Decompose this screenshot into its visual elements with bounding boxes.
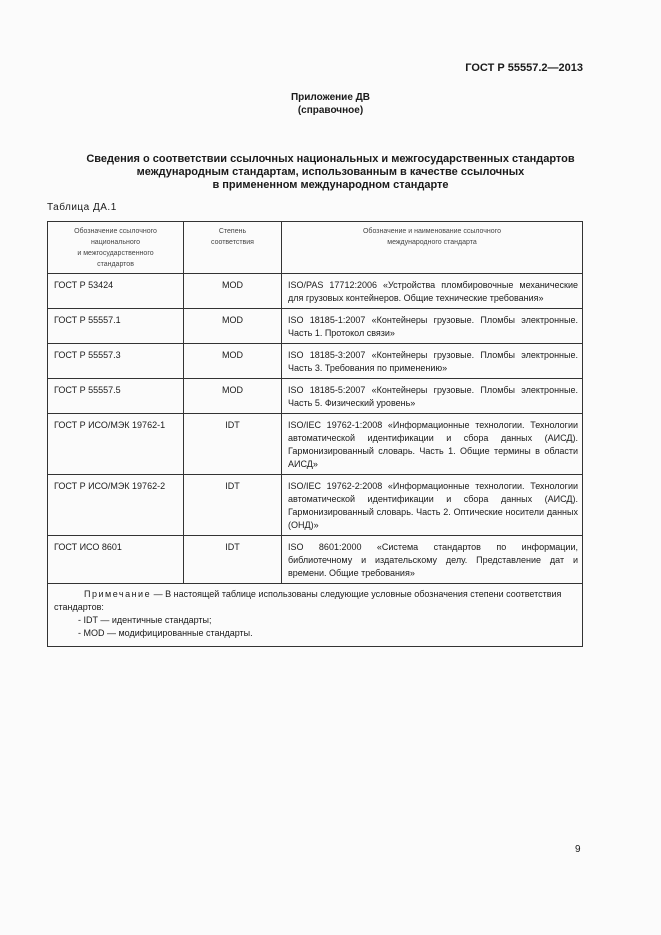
- column-header-degree: Степень соответствия: [184, 222, 282, 274]
- table-row: [48, 309, 583, 344]
- cell-reference: ISO 18185-1:2007 «Контейнеры грузовые. Пломбы электронные. Часть 1. Протокол связи»: [282, 309, 583, 344]
- note-body: — В настоящей таблице использованы следующие условные обозначения степени соответствия стандартов:: [54, 589, 562, 612]
- cell-degree: MOD: [184, 274, 282, 309]
- cell-degree: MOD: [184, 309, 282, 344]
- page-number: 9: [575, 844, 581, 855]
- cell-degree: IDT: [184, 475, 282, 536]
- table-note-row: [48, 584, 583, 647]
- cell-reference: ISO/IEC 19762-2:2008 «Информационные технологии. Технологии автоматической идентификации и сбора данных (АИСД). Гармонизированный словарь. Часть 2. Оптические носители данных (ОНД)»: [282, 475, 583, 536]
- cell-standard: ГОСТ Р 53424: [48, 274, 184, 309]
- cell-degree: MOD: [184, 344, 282, 379]
- cell-standard: ГОСТ Р 55557.3: [48, 344, 184, 379]
- table-row: [48, 274, 583, 309]
- cell-standard: ГОСТ ИСО 8601: [48, 536, 184, 584]
- cell-reference: ISO/IEC 19762-1:2008 «Информационные технологии. Технологии автоматической идентификации и сбора данных (АИСД). Гармонизированный словарь. Часть 1. Общие термины в области АИСД»: [282, 414, 583, 475]
- appendix-subtitle: (справочное): [297, 105, 364, 116]
- cell-reference: ISO/PAS 17712:2006 «Устройства пломбировочные механические для грузовых контейнеров. Общие технические требования»: [282, 274, 583, 309]
- note-label: Примечание: [84, 589, 152, 599]
- table-header-row: [48, 222, 583, 274]
- cell-standard: ГОСТ Р 55557.1: [48, 309, 184, 344]
- table-row: [48, 379, 583, 414]
- table-row: [48, 475, 583, 536]
- column-header-standard: Обозначение ссылочного национального и межгосударственного стандартов: [48, 222, 184, 274]
- cell-reference: ISO 18185-5:2007 «Контейнеры грузовые. Пломбы электронные. Часть 5. Физический уровень»: [282, 379, 583, 414]
- cell-standard: ГОСТ Р 55557.5: [48, 379, 184, 414]
- column-header-reference: Обозначение и наименование ссылочного международного стандарта: [282, 222, 583, 274]
- table-row: [48, 344, 583, 379]
- cell-degree: IDT: [184, 536, 282, 584]
- cell-reference: ISO 18185-3:2007 «Контейнеры грузовые. Пломбы электронные. Часть 3. Требования по применению»: [282, 344, 583, 379]
- table-row: [48, 536, 583, 584]
- heading-line: в примененном международном стандарте: [212, 179, 449, 191]
- document-id: ГОСТ Р 55557.2—2013: [465, 62, 583, 74]
- note-item: - MOD — модифицированные стандарты.: [78, 628, 253, 638]
- heading-line: международным стандартам, использованным в качестве ссылочных: [136, 166, 525, 178]
- heading-line: Сведения о соответствии ссылочных национальных и межгосударственных стандартов: [86, 153, 575, 165]
- note-item: - IDT — идентичные стандарты;: [78, 615, 212, 625]
- cell-degree: MOD: [184, 379, 282, 414]
- cell-standard: ГОСТ Р ИСО/МЭК 19762-2: [48, 475, 184, 536]
- standards-table: [47, 221, 583, 647]
- table-row: [48, 414, 583, 475]
- cell-degree: IDT: [184, 414, 282, 475]
- note-text: [54, 588, 576, 614]
- cell-reference: ISO 8601:2000 «Система стандартов по информации, библиотечному и издательскому делу. Представление дат и времени. Общие требования»: [282, 536, 583, 584]
- table-note: [48, 584, 583, 647]
- table-caption: Таблица ДА.1: [47, 202, 117, 213]
- cell-standard: ГОСТ Р ИСО/МЭК 19762-1: [48, 414, 184, 475]
- section-heading: [40, 153, 621, 192]
- appendix-title: Приложение ДВ: [290, 92, 371, 103]
